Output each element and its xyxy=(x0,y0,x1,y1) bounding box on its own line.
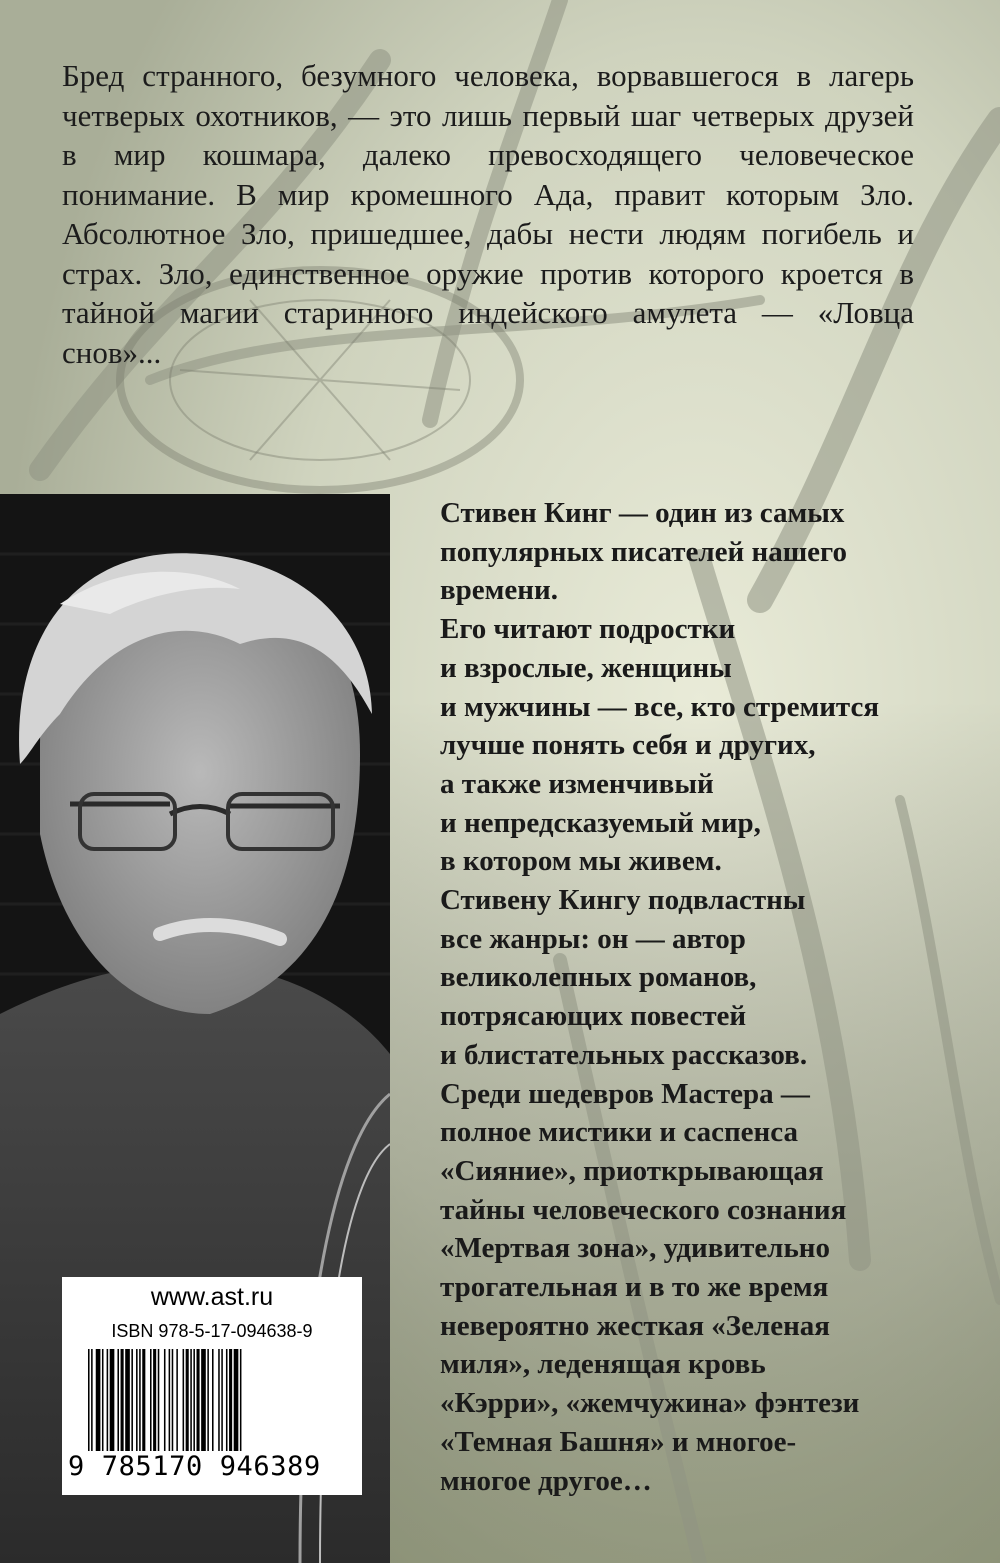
barcode-bar xyxy=(201,1349,206,1461)
bio-line: популярных писателей нашего xyxy=(440,535,848,568)
isbn-number: ISBN 978-5-17-094638-9 xyxy=(111,1321,313,1341)
barcode-bar xyxy=(88,1349,90,1461)
barcode-bar xyxy=(136,1349,138,1461)
barcode-bar xyxy=(197,1349,200,1461)
bio-line: «Кэрри», «жемчужина» фэнтези xyxy=(440,1387,860,1420)
barcode-bar xyxy=(183,1349,185,1461)
barcode-bar xyxy=(131,1349,133,1461)
bio-line: тайны человеческого сознания xyxy=(440,1193,847,1226)
bio-line: трогательная и в то же время xyxy=(440,1271,829,1304)
barcode-bar xyxy=(125,1349,130,1461)
barcode-bar xyxy=(91,1349,93,1461)
bio-line: а также изменчивый xyxy=(440,767,714,800)
barcode-bar xyxy=(207,1349,209,1461)
barcode-bar xyxy=(172,1349,174,1461)
publisher-website: www.ast.ru xyxy=(150,1283,274,1311)
bio-line: «Темная Башня» и многое- xyxy=(440,1425,797,1458)
barcode-bar xyxy=(229,1349,232,1461)
bio-line: полное мистики и саспенса xyxy=(440,1116,798,1149)
bio-line: «Сияние», приоткрывающая xyxy=(440,1154,824,1187)
barcode-digits: 9 785170 946389 xyxy=(68,1451,360,1482)
bio-line: невероятно жесткая «Зеленая xyxy=(440,1309,830,1342)
barcode-bar xyxy=(186,1349,189,1461)
barcode-bar xyxy=(164,1349,166,1461)
barcode-bar xyxy=(150,1349,152,1461)
barcode-bar xyxy=(117,1349,119,1461)
bio-line: и блистательных рассказов. xyxy=(440,1038,808,1071)
bio-line: и мужчины — все, кто стремится xyxy=(440,690,880,723)
barcode-bar xyxy=(158,1349,160,1461)
barcode-bar xyxy=(102,1349,104,1461)
bio-line: и непредсказуемый мир, xyxy=(440,806,761,839)
bio-line: Стивену Кингу подвластны xyxy=(440,884,806,917)
bio-line: лучше понять себя и других, xyxy=(440,729,816,762)
bio-line: все жанры: он — автор xyxy=(440,922,746,955)
barcode-bar xyxy=(110,1349,115,1461)
barcode-bar xyxy=(142,1349,145,1461)
bio-line: миля», леденящая кровь xyxy=(440,1348,766,1381)
bio-line: великолепных романов, xyxy=(440,961,757,994)
barcode xyxy=(86,1349,346,1461)
bio-line: Стивен Кинг — один из самых xyxy=(440,497,845,529)
barcode-bar xyxy=(193,1349,195,1461)
barcode-bar xyxy=(226,1349,228,1461)
barcode-bar xyxy=(221,1349,223,1461)
barcode-bar xyxy=(96,1349,101,1461)
bio-line: и взрослые, женщины xyxy=(440,651,732,684)
bio-line: Его читают подростки xyxy=(440,613,736,646)
barcode-bar xyxy=(139,1349,141,1461)
bio-line: потрясающих повестей xyxy=(440,1000,747,1033)
bio-line: «Мертвая зона», удивительно xyxy=(440,1232,830,1265)
bio-line: Среди шедевров Мастера — xyxy=(440,1077,810,1110)
barcode-bar xyxy=(153,1349,156,1461)
bio-line: многое другое… xyxy=(440,1464,652,1497)
bio-line: времени. xyxy=(440,574,558,607)
barcode-bar xyxy=(176,1349,178,1461)
bio-line: в котором мы живем. xyxy=(440,845,722,878)
barcode-bar xyxy=(107,1349,109,1461)
book-synopsis: Бред странного, безумного человека, ворвавшегося в лагерь четверых охотников, — это лишь первый шаг четверых друзей в мир кошмара, далеко превосходящего человеческое понимание. В мир кромешного Ада, правит которым Зло. Абсолютное Зло, пришедшее, дабы нести людям погибель и страх. Зло, единственное оружие против которого кроется в тайной магии старинного индейского амулета — «Ловца снов»... xyxy=(62,58,914,370)
barcode-bar xyxy=(190,1349,192,1461)
barcode-bar xyxy=(169,1349,171,1461)
barcode-bar xyxy=(218,1349,220,1461)
barcode-bar xyxy=(212,1349,214,1461)
isbn-barcode-box xyxy=(62,1277,362,1495)
author-biography xyxy=(440,494,980,1500)
barcode-bar xyxy=(240,1349,242,1461)
barcode-bar xyxy=(234,1349,239,1461)
barcode-bar xyxy=(121,1349,124,1461)
